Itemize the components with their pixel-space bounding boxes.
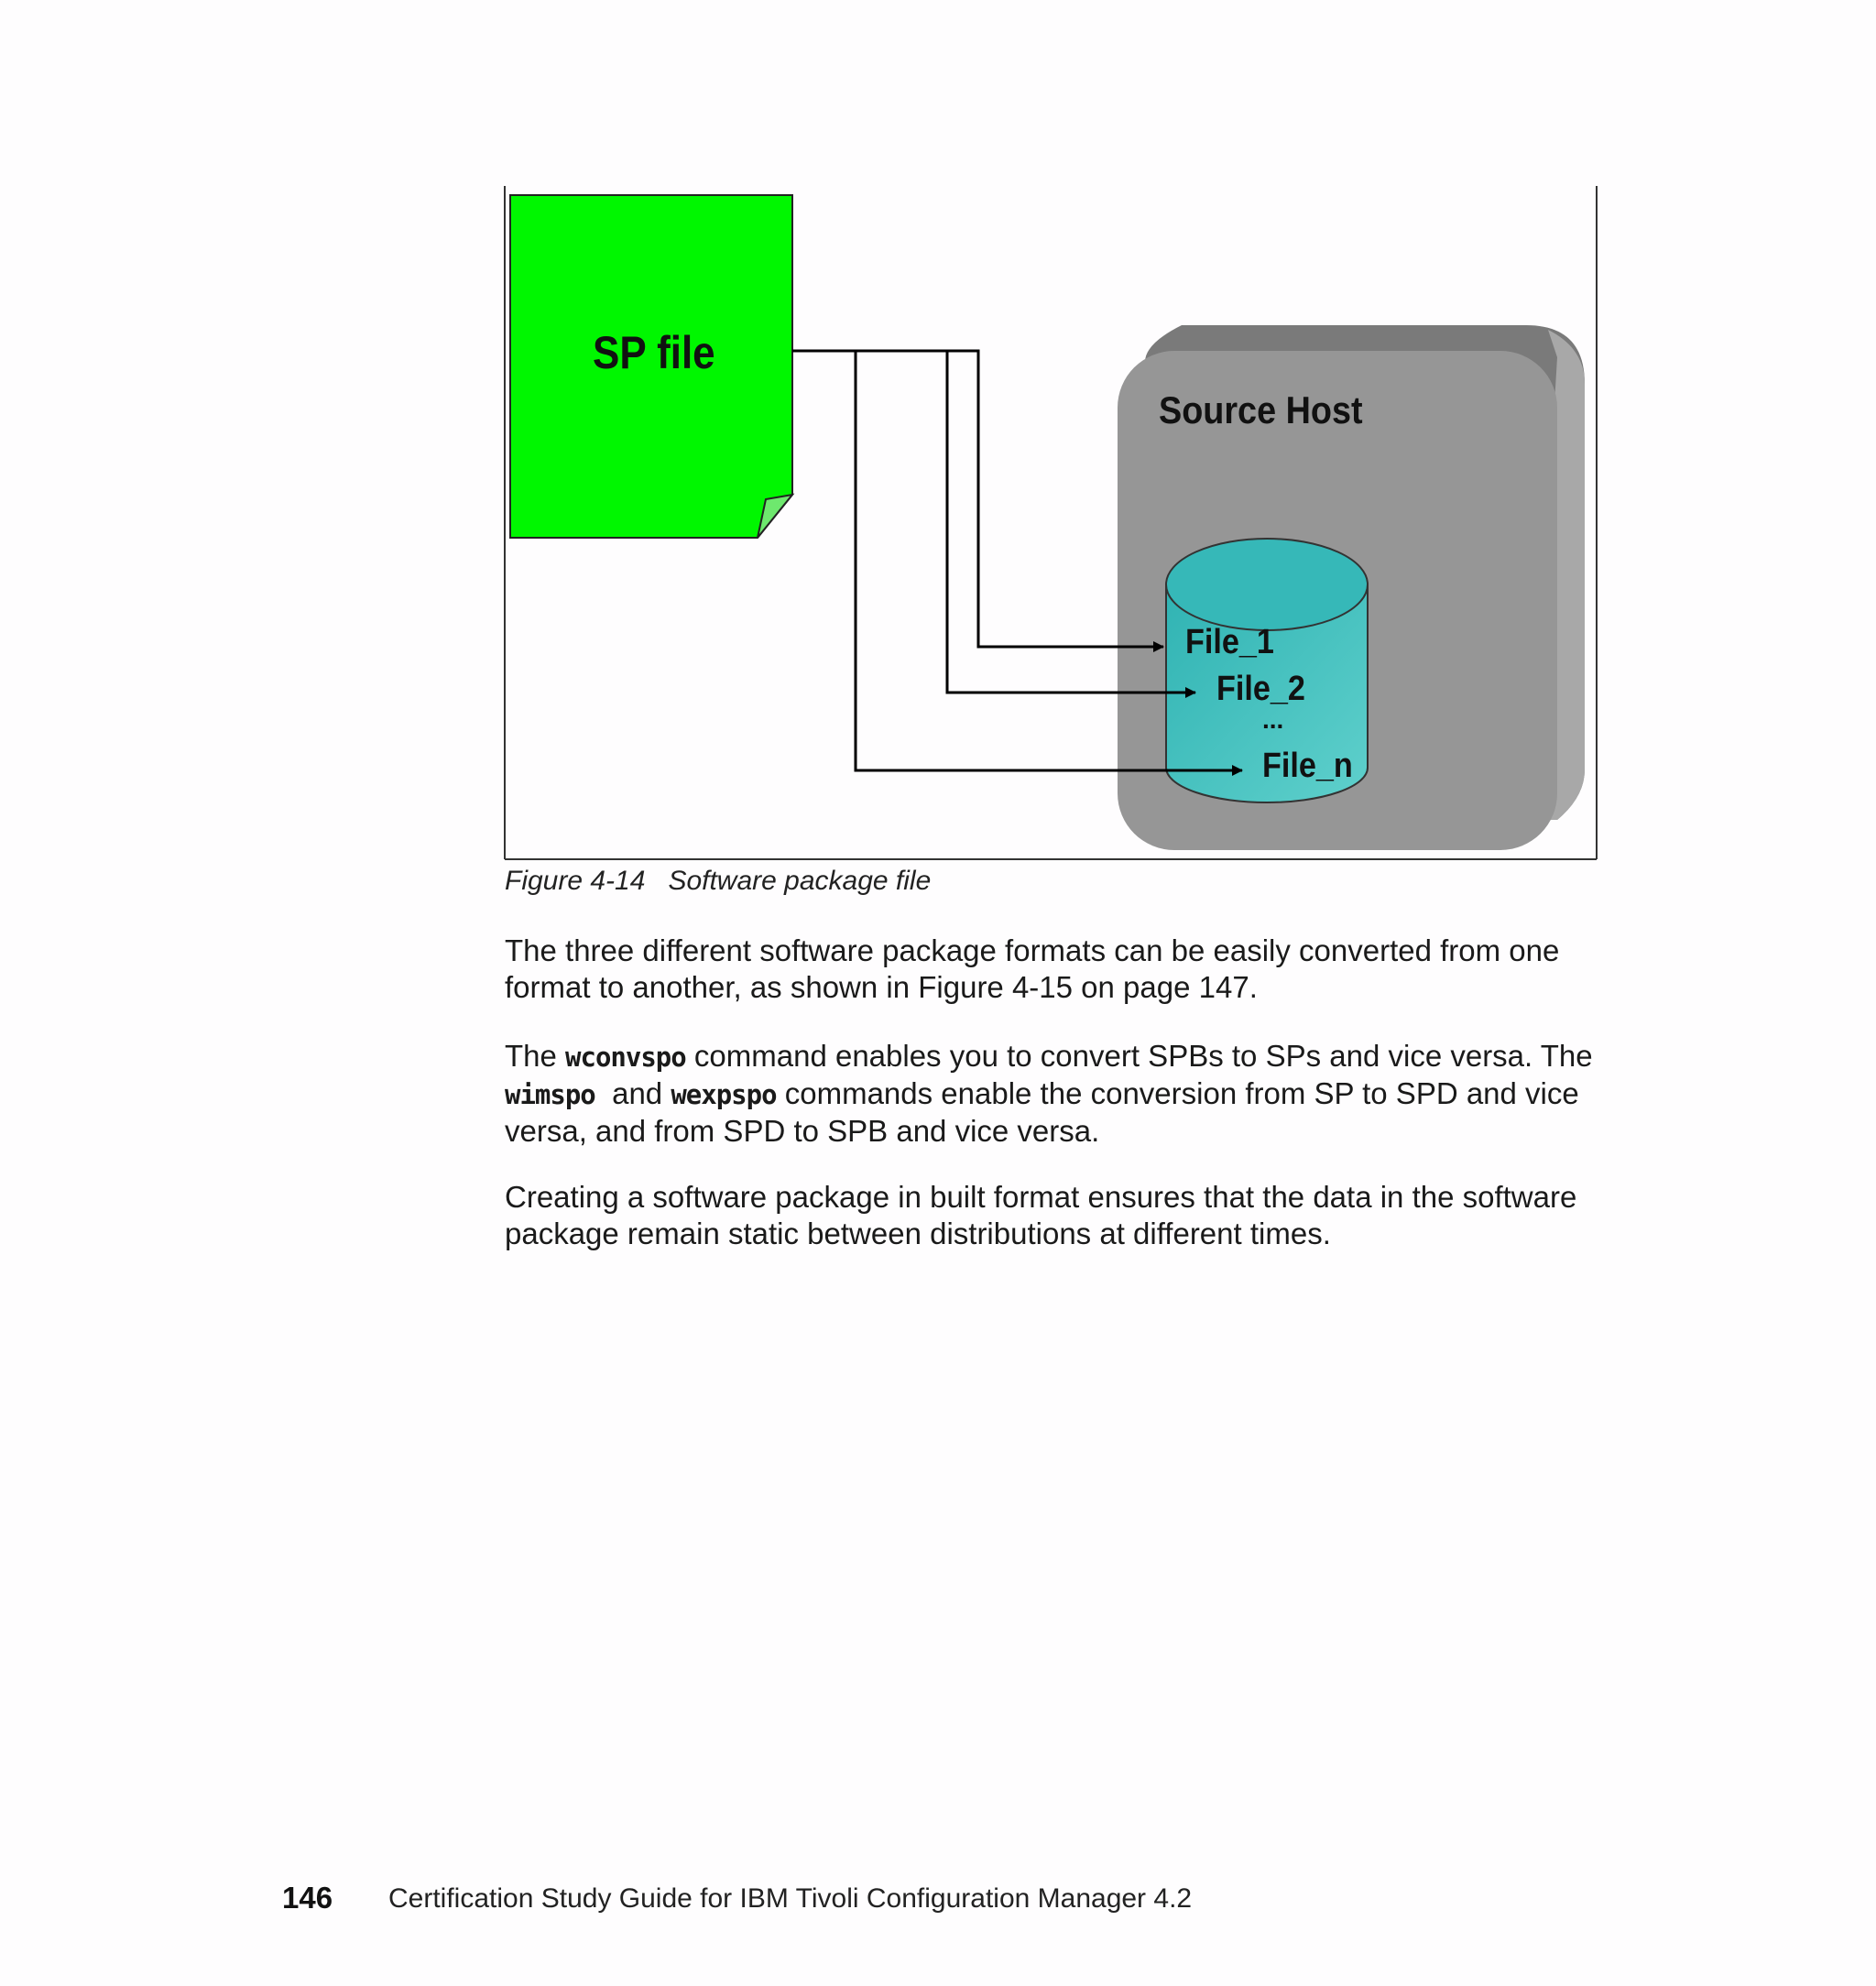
file-label-n: File_n	[1262, 745, 1353, 785]
paragraph-formats: The three different software package formats can be easily converted from one format to another, as shown in Figure 4-15 on page 147.	[505, 933, 1560, 1004]
file-label-ellipsis: ...	[1262, 705, 1284, 734]
source-host-label: Source Host	[1159, 389, 1363, 432]
page-number: 146	[282, 1881, 333, 1915]
sp-file-document	[510, 195, 792, 538]
figure-caption	[505, 866, 931, 897]
figure-title: Software package file	[668, 866, 932, 896]
software-package-figure	[0, 0, 1876, 879]
paragraph-built-format: Creating a software package in built format ensures that the data in the software package remain static between distributions at different times.	[505, 1180, 1577, 1250]
file-label-1: File_1	[1185, 621, 1274, 661]
command-wexpspo: wexpspo	[671, 1079, 777, 1110]
sp-file-label: SP file	[593, 326, 715, 378]
paragraph-commands: The wconvspo command enables you to convert SPBs to SPs and vice versa. The wimspo and wexpspo commands enable the conversion from SP to SPD and vice versa, and from SPD to SPB and vice versa.	[505, 1039, 1593, 1148]
file-label-2: File_2	[1216, 668, 1305, 708]
connector-file-1	[792, 351, 1163, 647]
figure-number: Figure 4-14	[505, 866, 646, 896]
book-title: Certification Study Guide for IBM Tivoli Configuration Manager 4.2	[388, 1883, 1193, 1914]
command-wimspo: wimspo	[505, 1079, 595, 1110]
command-wconvspo: wconvspo	[565, 1042, 686, 1073]
